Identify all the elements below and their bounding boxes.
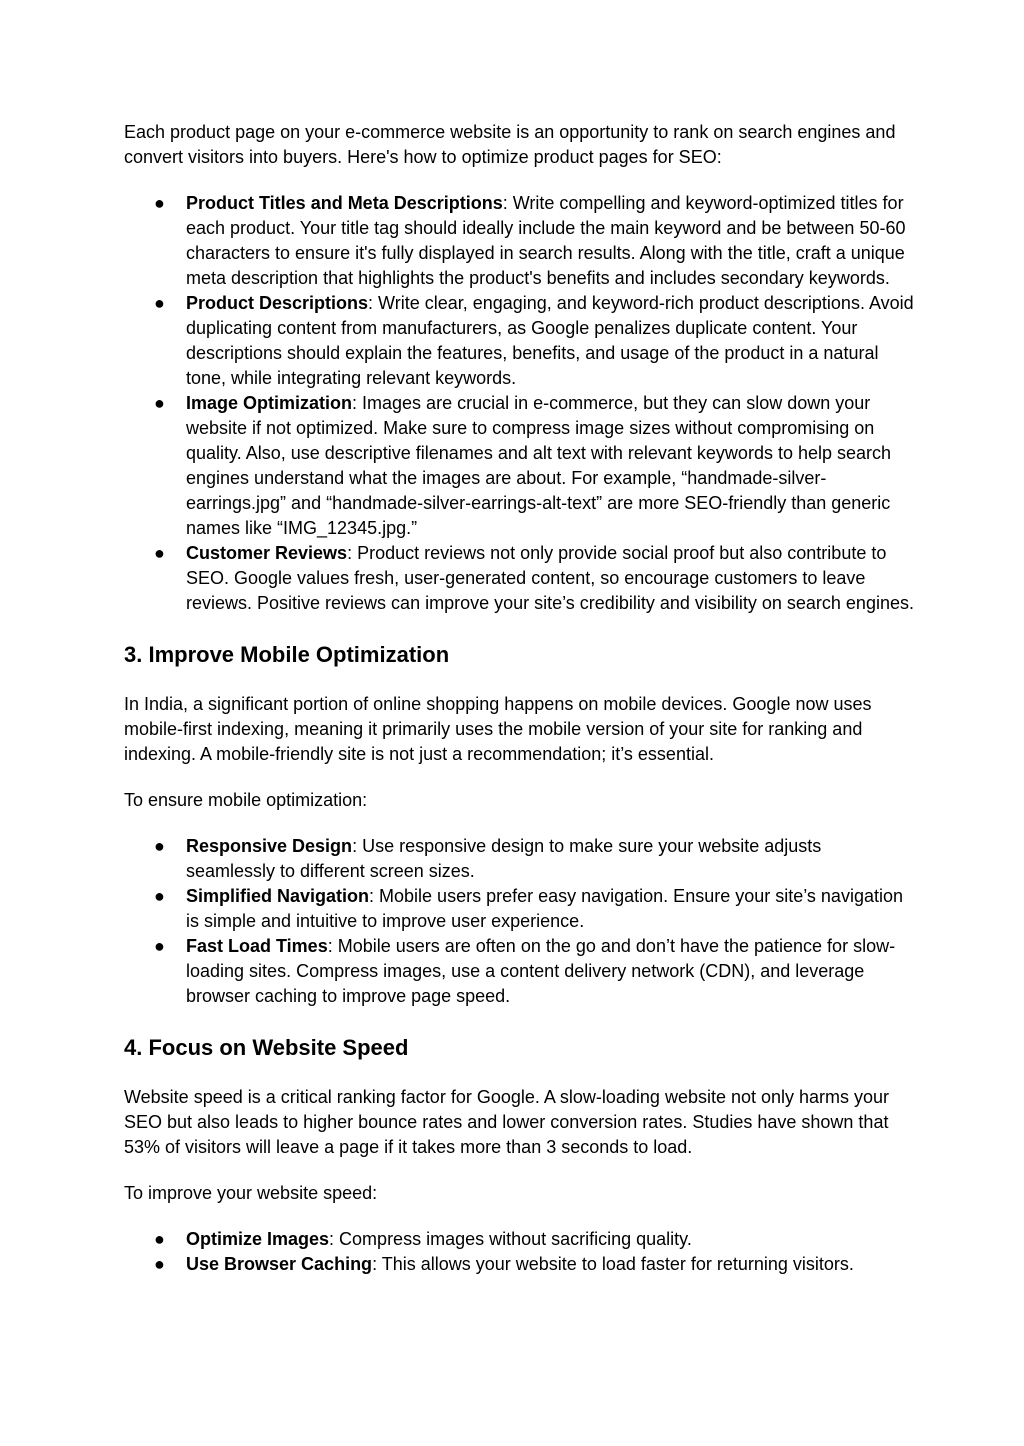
list-item (124, 391, 914, 541)
bullet-text: : Mobile users are often on the go and don’t have the patience for slow-loading sites. Compress images, use a content delivery network (CDN), and leverage browser caching to improve page speed. (186, 936, 896, 1006)
list-item (124, 1227, 914, 1252)
bullet-text: : Write compelling and keyword-optimized titles for each product. Your title tag should ideally include the main keyword and be between 50-60 characters to ensure it's fully displayed in search results. Along with the title, craft a unique meta description that highlights the product's benefits and includes secondary keywords. (186, 193, 906, 288)
document-page (124, 120, 914, 1277)
list-item (124, 291, 914, 391)
section-heading-mobile-optimization: 3. Improve Mobile Optimization (124, 642, 450, 667)
list-item (124, 191, 914, 291)
speed-paragraph: Website speed is a critical ranking factor for Google. A slow-loading website not only harms your SEO but also leads to higher bounce rates and lower conversion rates. Studies have shown that 53% of visitors will leave a page if it takes more than 3 seconds to load. (124, 1087, 890, 1157)
section-heading-website-speed: 4. Focus on Website Speed (124, 1035, 409, 1060)
intro-paragraph: Each product page on your e-commerce website is an opportunity to rank on search engines and convert visitors into buyers. Here's how to optimize product pages for SEO: (124, 122, 896, 167)
speed-bullet-list (124, 1227, 914, 1277)
mobile-bullet-list (124, 834, 914, 1009)
bullet-text: : Write clear, engaging, and keyword-rich product descriptions. Avoid duplicating content from manufacturers, as Google penalizes duplicate content. Your descriptions should explain the features, benefits, and usage of the product in a natural tone, while integrating relevant keywords. (186, 293, 914, 388)
bullet-term: Product Descriptions (186, 293, 369, 313)
bullet-icon: ● (154, 193, 165, 213)
bullet-text: : Product reviews not only provide social proof but also contribute to SEO. Google values fresh, user-generated content, so encourage customers to leave reviews. Positive reviews can improve your site’s credibility and visibility on search engines. (186, 543, 914, 613)
bullet-icon: ● (154, 1229, 165, 1249)
bullet-term: Product Titles and Meta Descriptions (186, 193, 503, 213)
bullet-icon: ● (154, 393, 165, 413)
bullet-icon: ● (154, 543, 165, 563)
bullet-term: Simplified Navigation (186, 886, 370, 906)
bullet-icon: ● (154, 936, 165, 956)
bullet-icon: ● (154, 1254, 165, 1274)
list-item (124, 541, 914, 616)
bullet-term: Use Browser Caching (186, 1254, 373, 1274)
bullet-icon: ● (154, 886, 165, 906)
bullet-text: : Compress images without sacrificing quality. (329, 1229, 692, 1249)
bullet-term: Fast Load Times (186, 936, 328, 956)
bullet-text: : Use responsive design to make sure your website adjusts seamlessly to different screen sizes. (186, 836, 822, 881)
bullet-term: Image Optimization (186, 393, 353, 413)
product-page-bullet-list (124, 191, 914, 616)
list-item (124, 834, 914, 884)
speed-lead-paragraph: To improve your website speed: (124, 1183, 378, 1203)
bullet-text: : Mobile users prefer easy navigation. Ensure your site’s navigation is simple and intuitive to improve user experience. (186, 886, 903, 931)
bullet-text: : Images are crucial in e-commerce, but they can slow down your website if not optimized. Make sure to compress image sizes without compromising on quality. Also, use descriptive filenames and alt text with relevant keywords to help search engines understand what the images are about. For example, “handmade-silver-earrings.jpg” and “handmade-silver-earrings-alt-text” are more SEO-friendly than generic names like “IMG_12345.jpg.” (186, 393, 892, 538)
list-item (124, 934, 914, 1009)
list-item (124, 884, 914, 934)
bullet-term: Optimize Images (186, 1229, 330, 1249)
mobile-lead-paragraph: To ensure mobile optimization: (124, 790, 368, 810)
bullet-text: : This allows your website to load faster for returning visitors. (372, 1254, 854, 1274)
list-item (124, 1252, 914, 1277)
bullet-term: Customer Reviews (186, 543, 348, 563)
mobile-paragraph: In India, a significant portion of online shopping happens on mobile devices. Google now uses mobile-first indexing, meaning it primarily uses the mobile version of your site for ranking and indexing. A mobile-friendly site is not just a recommendation; it’s essential. (124, 694, 872, 764)
bullet-icon: ● (154, 293, 165, 313)
bullet-term: Responsive Design (186, 836, 353, 856)
bullet-icon: ● (154, 836, 165, 856)
